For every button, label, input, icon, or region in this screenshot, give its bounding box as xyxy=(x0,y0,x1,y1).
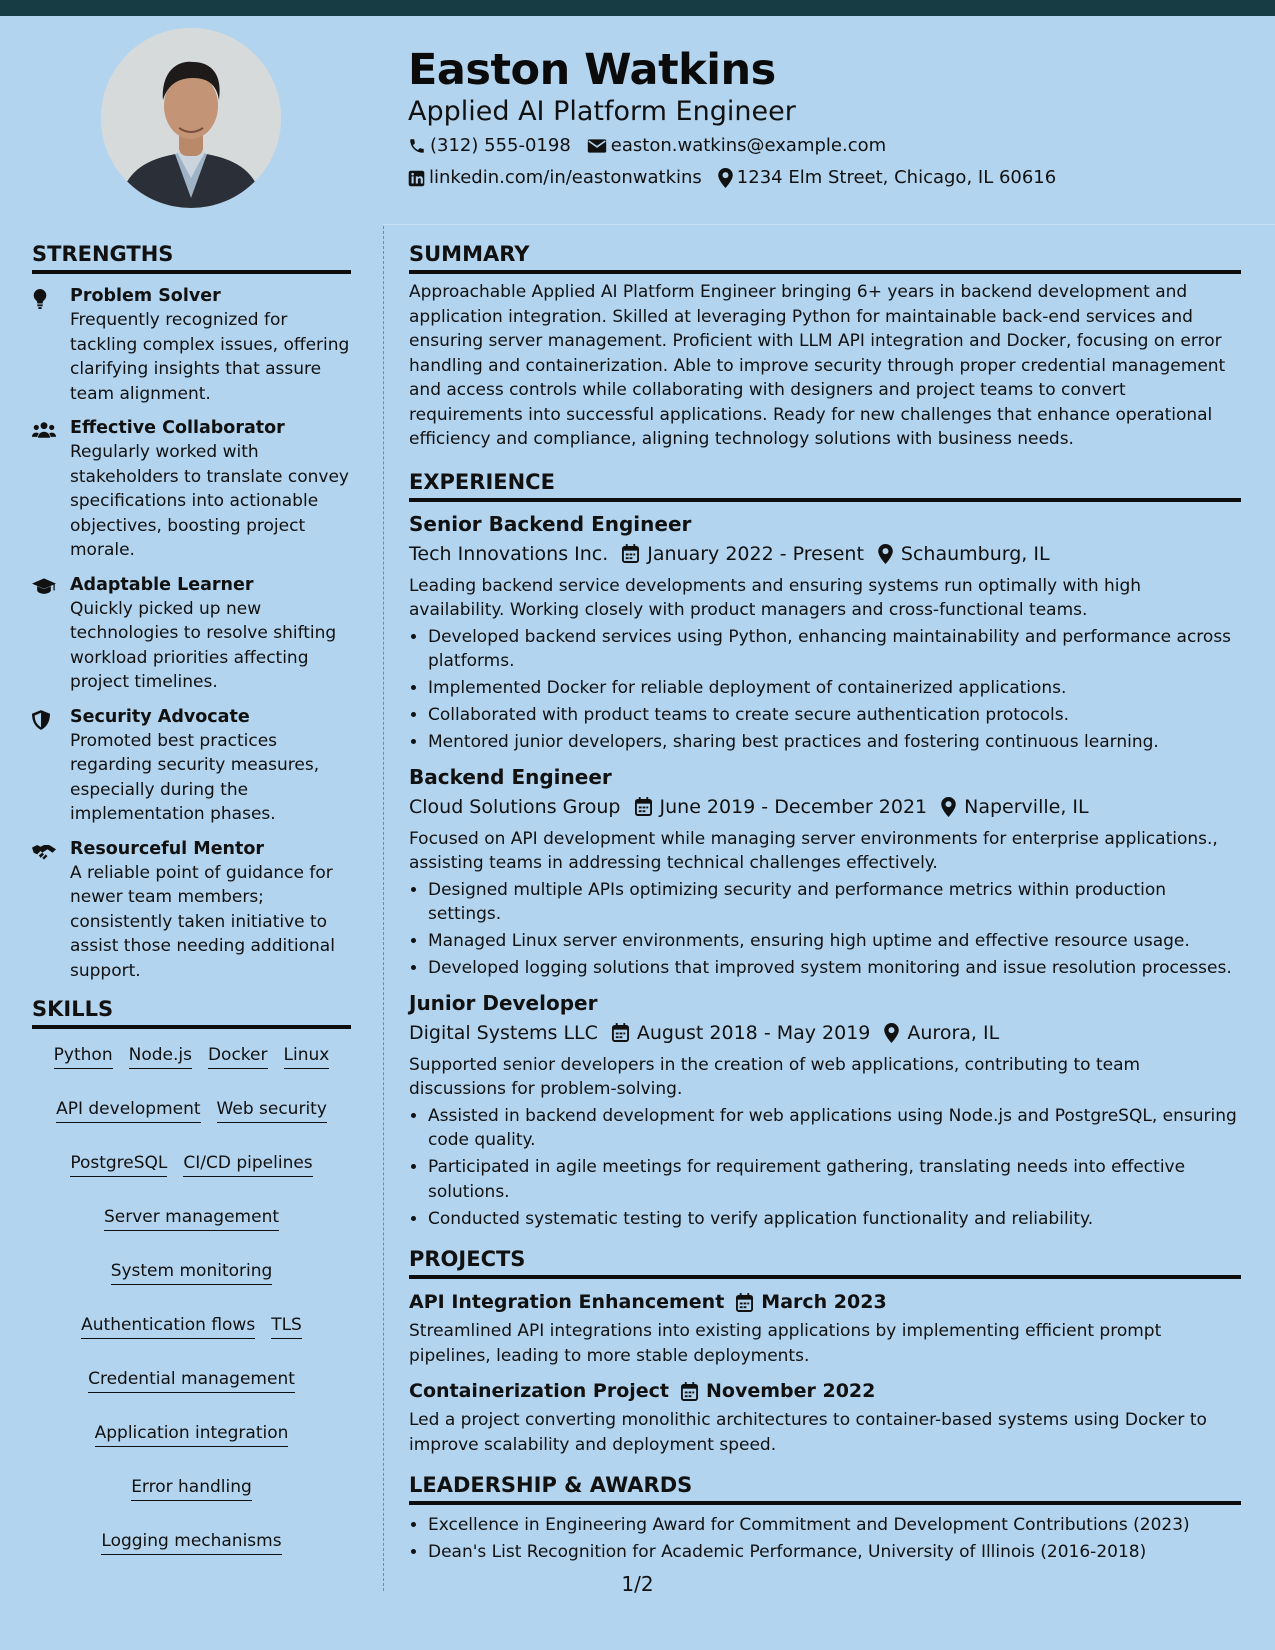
list-item: • Collaborated with product teams to create secure authentication protocols. xyxy=(428,703,1241,728)
list-item: • Conducted systematic testing to verify application functionality and reliability. xyxy=(428,1207,1241,1232)
skill-tag: Error handling xyxy=(131,1475,252,1501)
job-title: Senior Backend Engineer xyxy=(409,511,692,536)
list-item: • Mentored junior developers, sharing best practices and fostering continuous learning. xyxy=(428,730,1241,755)
project-date: March 2023 xyxy=(761,1291,887,1313)
strength-title: Security Advocate xyxy=(70,706,250,727)
job-company: Digital Systems LLC xyxy=(409,1021,598,1044)
strength-desc: Regularly worked with stakeholders to translate convey specifications into actionable objectives, boosting project morale. xyxy=(70,442,349,560)
email-contact[interactable] xyxy=(587,134,886,158)
skill-tag: Python xyxy=(54,1043,113,1069)
project-date: November 2022 xyxy=(706,1380,876,1402)
awards-list xyxy=(409,1513,1241,1565)
list-item: • Dean's List Recognition for Academic Performance, University of Illinois (2016-2018) xyxy=(428,1540,1241,1565)
phone-contact[interactable] xyxy=(408,134,571,158)
job-description: Leading backend service developments and ensuring systems run optimally with high availability. Working closely with product managers and cross-functional teams. xyxy=(409,575,1142,620)
strength-title: Problem Solver xyxy=(70,286,221,306)
strengths-heading: STRENGTHS xyxy=(32,240,351,274)
strength-title: Resourceful Mentor xyxy=(70,838,265,859)
linkedin-icon xyxy=(408,170,425,187)
skill-tag: System monitoring xyxy=(111,1259,273,1285)
job-title: Junior Developer xyxy=(409,990,598,1015)
list-item: • Participated in agile meetings for requirement gathering, translating needs into effective solutions. xyxy=(428,1155,1241,1204)
strength-desc: Promoted best practices regarding security measures, especially during the implementation phases. xyxy=(70,730,320,824)
skill-tag: TLS xyxy=(271,1313,302,1339)
skill-tag: Server management xyxy=(104,1205,279,1231)
column-divider xyxy=(383,226,384,1591)
strength-item xyxy=(32,573,351,695)
address-contact xyxy=(718,166,1056,190)
strength-desc: Quickly picked up new technologies to resolve shifting workload priorities affecting project timelines. xyxy=(70,598,337,692)
job-entry xyxy=(409,763,1241,981)
job-dates: June 2019 - December 2021 xyxy=(659,795,928,818)
strength-title: Effective Collaborator xyxy=(70,418,285,438)
job-description: Supported senior developers in the creation of web applications, contributing to team discussions for problem-solving. xyxy=(409,1054,1141,1099)
location-pin-icon xyxy=(941,797,956,817)
location-pin-icon xyxy=(718,168,733,188)
job-meta xyxy=(409,1019,1241,1047)
job-location: Naperville, IL xyxy=(964,795,1089,818)
header-divider xyxy=(383,224,1275,225)
job-meta xyxy=(409,793,1241,821)
location-pin-icon xyxy=(878,544,893,564)
page-number: 1/2 xyxy=(621,1572,654,1596)
list-item: • Assisted in backend development for web applications using Node.js and PostgreSQL, ensuring code quality. xyxy=(428,1104,1241,1153)
strength-item xyxy=(32,837,351,984)
strengths-list xyxy=(32,284,351,983)
skill-tag: API development xyxy=(56,1097,200,1123)
phone-icon xyxy=(408,137,426,155)
address-text: 1234 Elm Street, Chicago, IL 60616 xyxy=(736,167,1057,188)
job-bullets xyxy=(409,1104,1241,1232)
candidate-role: Applied AI Platform Engineer xyxy=(408,96,796,127)
calendar-icon xyxy=(736,1293,753,1312)
linkedin-text: linkedin.com/in/eastonwatkins xyxy=(429,167,702,188)
job-meta xyxy=(409,540,1241,568)
project-description: Streamlined API integrations into existing applications by implementing efficient prompt pipelines, leading to more stable deployments. xyxy=(409,1321,1162,1366)
job-company: Cloud Solutions Group xyxy=(409,795,621,818)
list-item: • Managed Linux server environments, ensuring high uptime and effective resource usage. xyxy=(428,929,1241,954)
strength-desc: A reliable point of guidance for newer team members; consistently taken initiative to assist those needing additional support. xyxy=(70,862,335,981)
summary-heading: SUMMARY xyxy=(409,240,1241,274)
skill-tag: Application integration xyxy=(95,1421,289,1447)
calendar-icon xyxy=(635,797,652,816)
project-title: API Integration Enhancement xyxy=(409,1291,725,1313)
list-item: • Excellence in Engineering Award for Commitment and Development Contributions (2023) xyxy=(428,1513,1241,1538)
email-text: easton.watkins@example.com xyxy=(610,135,887,156)
skill-tag: Authentication flows xyxy=(81,1313,255,1339)
projects-heading: PROJECTS xyxy=(409,1245,1241,1279)
list-item: • Implemented Docker for reliable deployment of containerized applications. xyxy=(428,676,1241,701)
job-location: Schaumburg, IL xyxy=(900,542,1050,565)
calendar-icon xyxy=(681,1382,698,1401)
awards-heading: LEADERSHIP & AWARDS xyxy=(409,1471,1241,1505)
list-item: • Developed backend services using Python, enhancing maintainability and performance across platforms. xyxy=(428,625,1241,674)
project-entry xyxy=(409,1376,1241,1457)
list-item: • Developed logging solutions that improved system monitoring and issue resolution processes. xyxy=(428,956,1241,981)
job-company: Tech Innovations Inc. xyxy=(409,542,609,565)
skill-tag: Logging mechanisms xyxy=(101,1529,281,1555)
skill-tag: Node.js xyxy=(129,1043,192,1069)
envelope-icon xyxy=(587,138,607,154)
graduation-cap-icon xyxy=(32,578,56,596)
job-bullets xyxy=(409,878,1241,981)
job-entry xyxy=(409,989,1241,1232)
job-description: Focused on API development while managing server environments for enterprise applications., assisting teams in addressing technical challenges effectively. xyxy=(409,828,1218,873)
skill-tag: Web security xyxy=(217,1097,327,1123)
handshake-icon xyxy=(32,842,56,860)
job-dates: August 2018 - May 2019 xyxy=(636,1021,871,1044)
strength-item xyxy=(32,416,351,563)
project-title: Containerization Project xyxy=(409,1380,669,1402)
phone-text: (312) 555-0198 xyxy=(430,135,571,156)
job-dates: January 2022 - Present xyxy=(647,542,864,565)
skills-list xyxy=(32,1043,351,1555)
skill-tag: CI/CD pipelines xyxy=(183,1151,312,1177)
users-icon xyxy=(32,421,56,439)
skill-tag: PostgreSQL xyxy=(70,1151,167,1177)
strength-desc: Frequently recognized for tackling complex issues, offering clarifying insights that assure team alignment. xyxy=(70,310,350,404)
job-bullets xyxy=(409,625,1241,755)
strength-item xyxy=(32,284,351,406)
project-description: Led a project converting monolithic architectures to container-based systems using Docker to improve scalability and deployment speed. xyxy=(409,1410,1207,1455)
location-pin-icon xyxy=(884,1023,899,1043)
strength-item xyxy=(32,705,351,827)
contact-line-1 xyxy=(408,134,902,158)
contact-line-2 xyxy=(408,166,1072,190)
profile-photo xyxy=(101,28,281,208)
lightbulb-icon xyxy=(32,289,48,309)
experience-heading: EXPERIENCE xyxy=(409,468,1241,502)
job-title: Backend Engineer xyxy=(409,764,612,789)
skill-tag: Credential management xyxy=(88,1367,295,1393)
linkedin-contact[interactable] xyxy=(408,166,702,190)
right-column xyxy=(409,240,1241,1567)
skills-heading: SKILLS xyxy=(32,995,351,1029)
job-location: Aurora, IL xyxy=(907,1021,1000,1044)
summary-text: Approachable Applied AI Platform Engineer bringing 6+ years in backend development and application integration. Skilled at leveraging Python for maintainable back-end services and ensuring server management. Proficient with LLM API integration and Docker, focusing on error handling and containerization. Able to improve security through proper credential management and access controls while collaborating with designers and project teams to convert requirements into successful applications. Ready for new challenges that enhance operational efficiency and compliance, aligning technology solutions with business needs. xyxy=(409,282,1226,449)
left-column xyxy=(32,240,351,1555)
calendar-icon xyxy=(612,1023,629,1042)
top-accent-bar xyxy=(0,0,1275,16)
job-entry xyxy=(409,510,1241,755)
skill-tag: Linux xyxy=(284,1043,330,1069)
candidate-name: Easton Watkins xyxy=(408,45,776,95)
list-item: • Designed multiple APIs optimizing security and performance metrics within production settings. xyxy=(428,878,1241,927)
calendar-icon xyxy=(622,544,639,563)
skill-tag: Docker xyxy=(208,1043,268,1069)
shield-icon xyxy=(32,710,50,730)
strength-title: Adaptable Learner xyxy=(70,574,254,595)
project-entry xyxy=(409,1287,1241,1368)
